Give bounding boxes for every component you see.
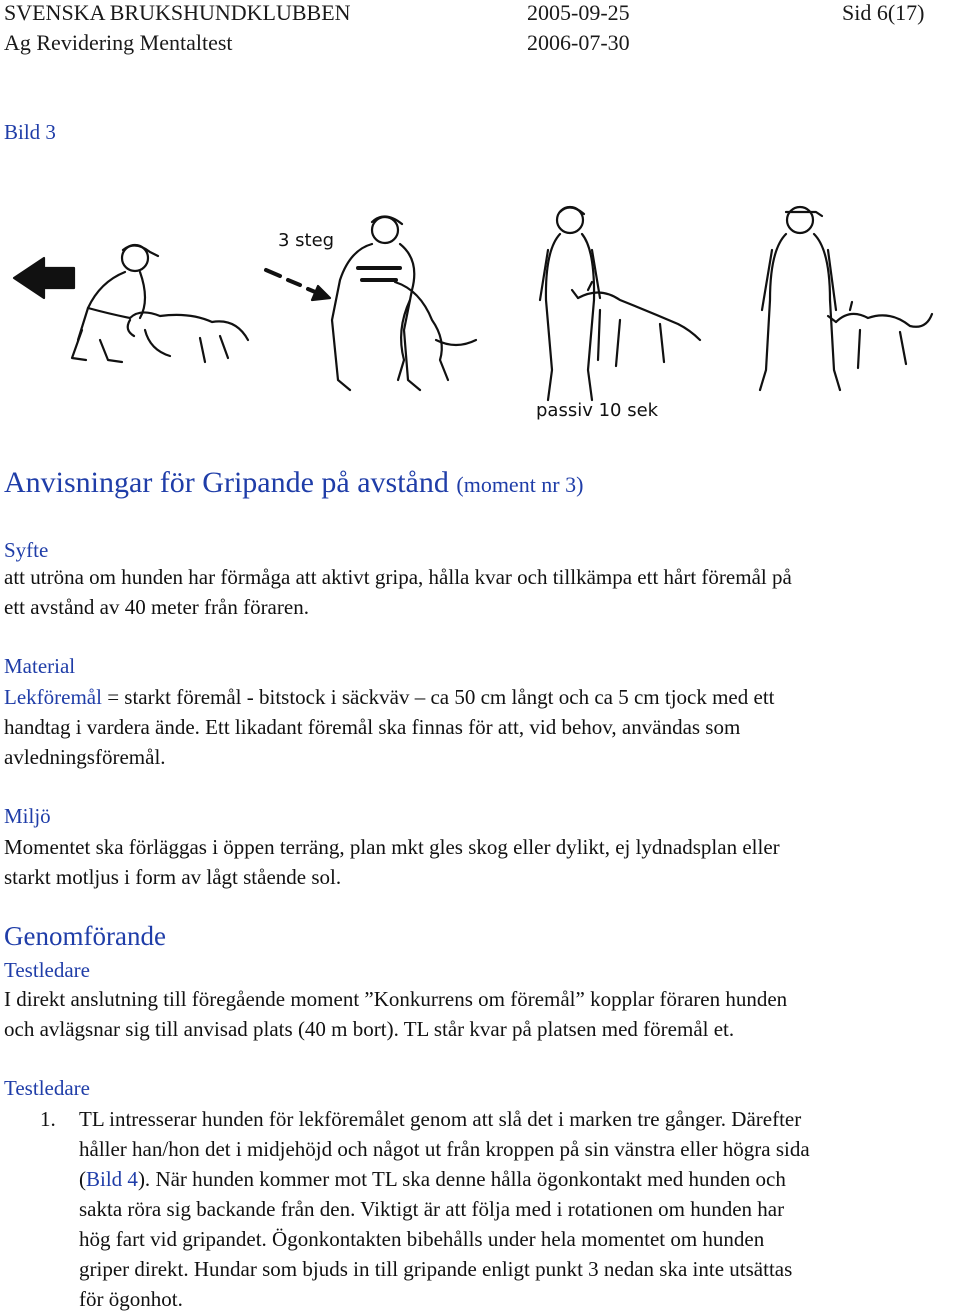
section-title: Anvisningar för Gripande på avstånd [4,466,449,499]
header-date-revised: 2006-07-30 [527,30,630,55]
testledare-heading-1: Testledare [4,958,90,982]
ref-open: ( [79,1167,86,1191]
org-name: SVENSKA BRUKSHUNDKLUBBEN [4,0,351,25]
header-date-created: 2005-09-25 [527,0,630,25]
section-title-sub: (moment nr 3) [456,472,584,497]
document-subtitle: Ag Revidering Mentaltest [4,30,233,55]
syfte-heading: Syfte [4,538,49,562]
list-item-line-1: TL intresserar hunden för lekföremålet genom att slå det i marken tre gånger. Därefter [79,1107,802,1131]
illustration-gripping-sequence [0,190,960,430]
bild-4-link[interactable]: Bild 4 [86,1167,138,1191]
material-line-3: avledningsföremål. [4,745,166,769]
list-item-number: 1. [40,1107,56,1131]
list-item-line-3 [79,1164,959,1194]
figure-label: Bild 3 [4,120,56,144]
syfte-line-1: att utröna om hunden har förmåga att aktivt gripa, hålla kvar och tillkämpa ett hårt föremål på [4,565,792,589]
page-number: Sid 6(17) [842,0,925,25]
ref-close: ). [137,1167,156,1191]
genomforande-line-2: och avlägsnar sig till anvisad plats (40 m bort). TL står kvar på platsen med föremål et. [4,1017,735,1041]
annotation-steps: 3 steg [278,230,335,251]
syfte-line-2: ett avstånd av 40 meter från föraren. [4,595,309,619]
miljo-heading: Miljö [4,804,51,828]
arrow-left-icon [14,258,74,298]
list-item-line-3-text: När hunden kommer mot TL ska denne hålla ögonkontakt med hunden och [155,1167,786,1191]
list-item-line-2: håller han/hon det i midjehöjd och något ut från kroppen på sin vänstra eller högra sida [79,1137,810,1161]
list-item-line-4: sakta röra sig backande från den. Viktigt är att följa med i rotationen om hunden har [79,1197,785,1221]
miljo-line-1: Momentet ska förläggas i öppen terräng, plan mkt gles skog eller dylikt, ej lydnadsplan eller [4,835,780,859]
testledare-heading-2: Testledare [4,1076,90,1100]
list-item-line-7: för ögonhot. [79,1287,183,1311]
material-heading: Material [4,654,76,678]
list-item-line-6: griper direkt. Hundar som bjuds in till gripande enligt punkt 3 nedan ska inte utsättas [79,1257,793,1281]
material-definition: = starkt föremål - bitstock i säckväv – ca 50 cm långt och ca 5 cm tjock med ett [101,685,775,709]
genomforande-heading: Genomförande [4,921,166,951]
material-line-1 [4,682,954,712]
annotation-passive: passiv 10 sek [536,400,659,421]
list-item-line-5: hög fart vid gripandet. Ögonkontakten bibehålls under hela momentet om hunden [79,1227,765,1251]
material-line-2: handtag i vardera ände. Ett likadant föremål ska finnas för att, vid behov, användas som [4,715,741,739]
section-heading [4,464,583,504]
miljo-line-2: starkt motljus i form av lågt stående sol. [4,865,342,889]
genomforande-line-1: I direkt anslutning till föregående moment ”Konkurrens om föremål” kopplar föraren hunden [4,987,788,1011]
material-term: Lekföremål [4,685,102,709]
